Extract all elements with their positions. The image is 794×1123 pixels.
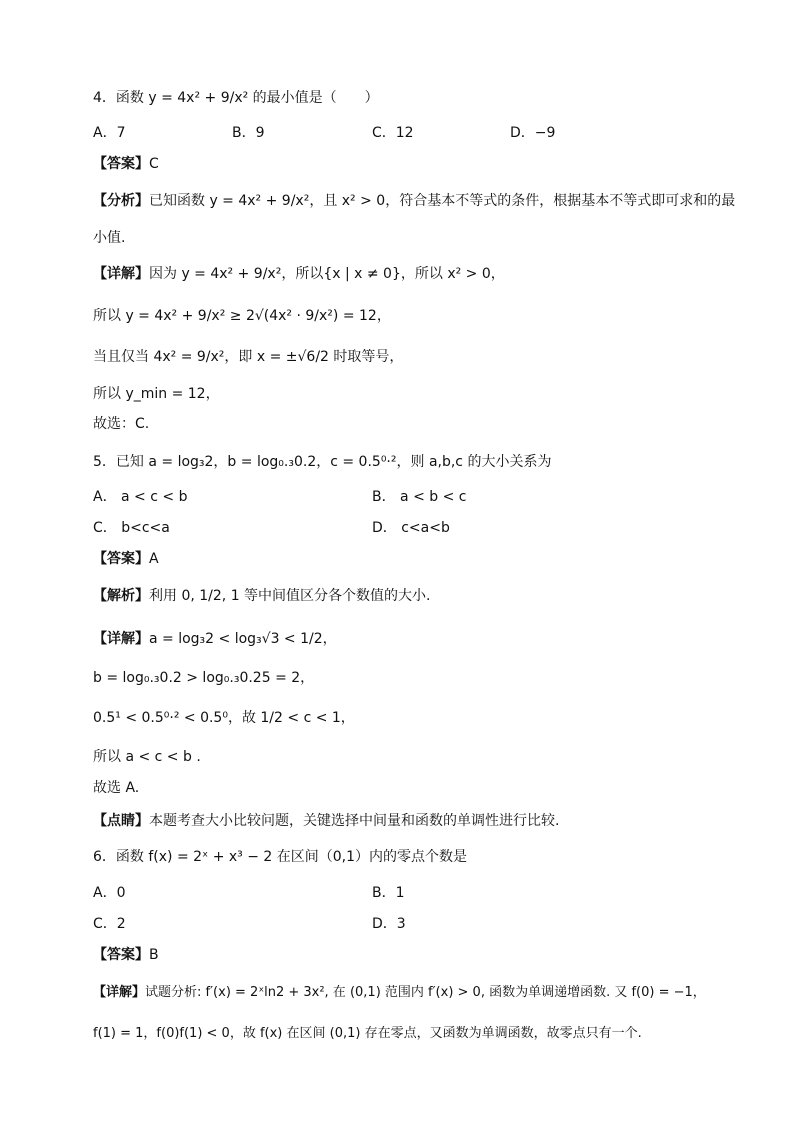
q4-analysis-line-2: 小值. bbox=[93, 230, 126, 246]
q4-stem: 4．函数 y = 4x² + 9/x² 的最小值是（ ） bbox=[93, 90, 379, 106]
comment-tag: 【点睛】 bbox=[93, 813, 149, 829]
comment-text: 本题考查大小比较问题，关键选择中间量和函数的单调性进行比较. bbox=[149, 813, 560, 829]
answer-tag: 【答案】 bbox=[93, 947, 149, 963]
q5-option-b: B． a < b < c bbox=[372, 489, 467, 505]
detail-text: 试题分析: f′(x) = 2ˣln2 + 3x², 在 (0,1) 范围内 f′(x) > 0, 函数为单调递增函数. 又 f(0) = −1， bbox=[145, 985, 706, 1000]
q5-detail-line-4: 所以 a < c < b . bbox=[93, 749, 201, 765]
q6-stem: 6．函数 f(x) = 2ˣ + x³ − 2 在区间（0,1）内的零点个数是 bbox=[93, 849, 468, 865]
q6-option-d: D．3 bbox=[372, 916, 406, 932]
analysis-text: 利用 0, 1/2, 1 等中间值区分各个数值的大小. bbox=[149, 588, 431, 604]
q6-option-c: C．2 bbox=[93, 916, 126, 932]
detail-text: a = log₃2 < log₃√3 < 1/2， bbox=[149, 631, 337, 647]
q6-option-a: A．0 bbox=[93, 885, 126, 901]
answer-tag: 【答案】 bbox=[93, 551, 149, 567]
answer-tag: 【答案】 bbox=[93, 156, 149, 172]
q4-answer bbox=[93, 154, 159, 174]
q4-detail-line-1 bbox=[93, 264, 505, 284]
q5-stem: 5．已知 a = log₃2，b = log₀.₃0.2，c = 0.5⁰·²，则 a,b,c 的大小关系为 bbox=[93, 454, 552, 470]
detail-text: 因为 y = 4x² + 9/x²，所以{x | x ≠ 0}，所以 x² > 0， bbox=[149, 266, 505, 282]
q5-option-d: D． c<a<b bbox=[372, 520, 450, 536]
q6-answer bbox=[93, 945, 159, 965]
q5-conclusion: 故选 A. bbox=[93, 780, 140, 796]
q4-detail-line-4: 所以 y_min = 12， bbox=[93, 386, 220, 402]
q5-option-a: A． a < c < b bbox=[93, 489, 188, 505]
q5-option-c: C． b<c<a bbox=[93, 520, 170, 536]
q5-comment bbox=[93, 811, 559, 831]
q5-detail-line-2: b = log₀.₃0.2 > log₀.₃0.25 = 2， bbox=[93, 670, 315, 686]
answer-value: C bbox=[149, 156, 159, 172]
q4-detail-line-3: 当且仅当 4x² = 9/x²，即 x = ±√6/2 时取等号， bbox=[93, 349, 404, 365]
q5-detail-line-1 bbox=[93, 629, 337, 649]
q6-detail-line-2: f(1) = 1，f(0)f(1) < 0，故 f(x) 在区间 (0,1) 存在零点，又函数为单调函数，故零点只有一个. bbox=[93, 1026, 642, 1041]
q4-option-b: B．9 bbox=[232, 125, 265, 141]
analysis-tag: 【分析】 bbox=[93, 193, 149, 209]
q4-detail-line-2: 所以 y = 4x² + 9/x² ≥ 2√(4x² · 9/x²) = 12， bbox=[93, 308, 391, 324]
detail-tag: 【详解】 bbox=[93, 631, 149, 647]
answer-value: B bbox=[149, 947, 159, 963]
q4-conclusion: 故选：C. bbox=[93, 416, 150, 432]
q4-analysis-line-1 bbox=[93, 191, 735, 211]
analysis-text: 已知函数 y = 4x² + 9/x²，且 x² > 0，符合基本不等式的条件，根据基本不等式即可求和的最 bbox=[149, 193, 736, 209]
q4-option-d: D．−9 bbox=[510, 125, 556, 141]
analysis-tag: 【解析】 bbox=[93, 588, 149, 604]
detail-tag: 【详解】 bbox=[93, 266, 149, 282]
q4-option-a: A．7 bbox=[93, 125, 126, 141]
q6-detail-line-1 bbox=[93, 983, 706, 1003]
answer-value: A bbox=[149, 551, 159, 567]
detail-tag: 【详解】 bbox=[93, 985, 146, 1000]
q5-answer bbox=[93, 549, 159, 569]
q5-analysis bbox=[93, 586, 431, 606]
q6-option-b: B．1 bbox=[372, 885, 405, 901]
q4-option-c: C．12 bbox=[372, 125, 414, 141]
q5-detail-line-3: 0.5¹ < 0.5⁰·² < 0.5⁰，故 1/2 < c < 1， bbox=[93, 710, 355, 726]
